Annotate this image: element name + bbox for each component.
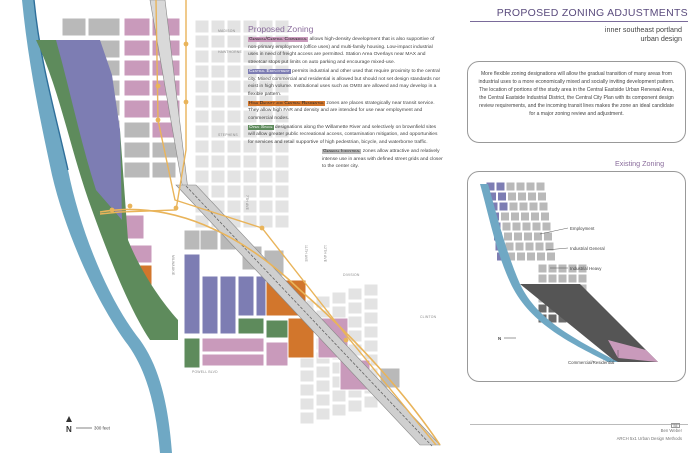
city-block: [211, 35, 225, 48]
city-block: [259, 185, 273, 198]
existing-block: [548, 264, 557, 273]
zone-tag: Open Space: [249, 124, 273, 130]
city-block: [332, 390, 346, 402]
city-block: [332, 306, 346, 318]
city-block: [227, 65, 241, 78]
city-block: [364, 326, 378, 338]
city-block: [195, 110, 209, 123]
city-block: [364, 284, 378, 296]
street-division: DIVISION: [343, 273, 360, 277]
existing-block: [518, 192, 527, 201]
city-block: [316, 408, 330, 420]
zone-block-commercial: [124, 40, 150, 56]
scale-bar: [66, 414, 166, 436]
station-marker: [344, 338, 349, 343]
existing-block: [527, 252, 536, 261]
label-commercial-residential: Commercial/Residential: [568, 360, 615, 365]
city-block: [211, 170, 225, 183]
zone-text: allows high-density development that is also supportive of non-primary employment (office uses) and multi-family housing. Low-impact industrial uses in need of freight access are permitted. Station Area Overlays near MAX and streetcar stops put limits on auto parking and encourage mixed-use.: [248, 37, 435, 66]
existing-block: [536, 182, 545, 191]
zone-description: [248, 124, 444, 147]
city-block: [195, 50, 209, 63]
existing-block: [526, 182, 535, 191]
city-block: [227, 170, 241, 183]
city-block: [195, 170, 209, 183]
zone-text: zones are places strategically near transit service. They allow high FAR and density and are intended for use near employment and commercial nodes.: [248, 100, 435, 122]
existing-block: [538, 274, 547, 283]
author: Ben Weber: [660, 428, 682, 433]
city-block: [300, 370, 314, 382]
existing-zoning-map-box: [467, 171, 686, 382]
zone-text: designations along the Willamette River and selectively on brownfield sites will allow greater public recreational access, contamination mitigation, and opportunities for services and retail supportive of high pedestrian, bicycle, and waterborne traffic.: [248, 124, 438, 146]
existing-block: [547, 252, 556, 261]
existing-block: [558, 264, 567, 273]
existing-block: [539, 202, 548, 211]
existing-block: [528, 192, 537, 201]
station-marker: [156, 118, 161, 123]
station-marker: [156, 84, 161, 89]
zone-block-commercial: [124, 100, 150, 118]
existing-block: [529, 202, 538, 211]
city-block: [300, 384, 314, 396]
existing-block: [496, 182, 505, 191]
zone-block-open_space: [184, 338, 200, 368]
city-block: [316, 380, 330, 392]
city-block: [227, 155, 241, 168]
proposed-zoning-heading: Proposed Zoning: [248, 24, 314, 34]
city-block: [227, 185, 241, 198]
intro-text-box: [467, 61, 686, 143]
existing-block: [498, 192, 507, 201]
street-madison: MADISON: [218, 29, 236, 33]
scale-label: 300 feet: [94, 425, 110, 431]
city-block: [195, 95, 209, 108]
existing-block: [538, 192, 547, 201]
existing-block: [535, 242, 544, 251]
city-block: [275, 200, 289, 213]
station-marker: [128, 204, 133, 209]
existing-block: [524, 232, 533, 241]
existing-block: [509, 202, 518, 211]
city-block: [195, 125, 209, 138]
zone-block-commercial: [124, 18, 150, 36]
zone-block-industrial: [62, 18, 86, 36]
city-block: [195, 65, 209, 78]
city-block: [332, 292, 346, 304]
zone-block-open_space: [238, 318, 264, 334]
existing-block: [504, 232, 513, 241]
station-marker: [184, 42, 189, 47]
zone-block-employment: [202, 276, 218, 334]
existing-block: [542, 222, 551, 231]
city-block: [316, 394, 330, 406]
city-block: [364, 298, 378, 310]
zone-block-commercial: [202, 354, 264, 366]
zone-block-industrial: [124, 142, 150, 158]
existing-block: [548, 274, 557, 283]
city-block: [300, 412, 314, 424]
zone-tag: High Density and Central Residential: [249, 100, 325, 106]
zone-block-industrial: [124, 122, 150, 138]
street-11th: 11TH AVE: [304, 245, 308, 262]
existing-block: [519, 202, 528, 211]
city-block: [364, 312, 378, 324]
existing-block: [506, 182, 515, 191]
city-block: [316, 366, 330, 378]
city-block: [259, 200, 273, 213]
city-block: [195, 20, 209, 33]
zone-block-employment: [220, 276, 236, 334]
city-block: [348, 316, 362, 328]
zone-description: [248, 100, 444, 123]
zone-block-industrial: [200, 230, 218, 250]
existing-block: [521, 212, 530, 221]
existing-block: [508, 192, 517, 201]
existing-block: [568, 274, 577, 283]
page-title: PROPOSED ZONING ADJUSTMENTS: [496, 7, 688, 19]
zone-block-commercial: [202, 338, 264, 352]
city-block: [227, 80, 241, 93]
existing-block: [541, 212, 550, 221]
existing-block: [525, 242, 534, 251]
zone-description: [248, 68, 444, 99]
course: ARCH 5x1 Urban Design Methods: [616, 436, 682, 441]
existing-block: [512, 222, 521, 231]
intro-text: More flexible zoning designations will allow the gradual transition of many areas from industrial uses to a more economically mixed and socially inviting development pattern. The location of portions of the study area in the Central Eastside Urban Renewal Area, the Central Eastside Industrial District, the Central City Plan with its component design review requirements, and the incoming transit lines makes the zone an ideal candidate for a major zoning review and adjustment.: [478, 71, 675, 117]
label-employment: Employment: [570, 226, 595, 231]
city-block: [211, 80, 225, 93]
existing-block: [532, 222, 541, 231]
city-block: [211, 65, 225, 78]
zone-block-industrial: [124, 162, 150, 178]
existing-north-label: N: [498, 336, 502, 341]
city-block: [227, 140, 241, 153]
existing-block: [517, 252, 526, 261]
title-rule: [470, 21, 688, 22]
city-block: [195, 140, 209, 153]
zone-block-commercial: [124, 60, 150, 76]
city-block: [275, 215, 289, 228]
city-block: [211, 155, 225, 168]
city-block: [348, 288, 362, 300]
city-block: [211, 140, 225, 153]
footer-rule: [470, 424, 688, 425]
page-number: B5: [671, 423, 680, 428]
street-powell: POWELL BLVD: [192, 370, 218, 374]
street-clinton: CLINTON: [420, 315, 437, 319]
zone-block-employment: [238, 276, 254, 316]
city-block: [211, 185, 225, 198]
existing-block: [501, 212, 510, 221]
north-arrow-icon: [66, 416, 72, 422]
zone-description: [248, 36, 444, 67]
existing-block: [537, 252, 546, 261]
zone-tag: General Industrial: [323, 148, 361, 154]
city-block: [211, 110, 225, 123]
zone-block-commercial: [124, 80, 150, 96]
label-industrial-general: Industrial General: [570, 246, 605, 251]
existing-block: [558, 274, 567, 283]
zone-block-open_space: [266, 320, 288, 338]
street-stephens: STEPHENS: [218, 133, 238, 137]
page-subtitle: [572, 25, 682, 43]
city-block: [195, 155, 209, 168]
zone-text: permits industrial and other used that require proximity to the central city. Mixed commercial and residential is allowed but should not set design standards nor exist in high volume. Institutional uses such as OMSI are allowed and may develop in a flexible pattern.: [248, 68, 441, 97]
existing-block: [544, 232, 553, 241]
existing-block: [515, 242, 524, 251]
city-block: [332, 404, 346, 416]
zone-descriptions: [248, 36, 444, 171]
existing-block: [516, 182, 525, 191]
proposed-zoning-legend: [248, 24, 444, 172]
city-block: [227, 200, 241, 213]
station-marker: [110, 208, 115, 213]
city-block: [364, 340, 378, 352]
city-block: [300, 398, 314, 410]
existing-block: [511, 212, 520, 221]
city-block: [227, 35, 241, 48]
zone-block-employment: [184, 254, 200, 334]
city-block: [211, 95, 225, 108]
zone-text: zones allow attractive and relatively intense use in areas with defined street grids and closer to the center city.: [322, 148, 443, 170]
street-milwaukie: MILWAUKIE: [171, 255, 175, 276]
existing-block: [534, 232, 543, 241]
city-block: [227, 110, 241, 123]
station-marker: [174, 206, 179, 211]
existing-block: [502, 222, 511, 231]
station-marker: [260, 226, 265, 231]
city-block: [348, 302, 362, 314]
existing-block: [499, 202, 508, 211]
subtitle-line-1: inner southeast portland: [604, 25, 682, 34]
existing-block: [514, 232, 523, 241]
city-block: [195, 35, 209, 48]
zone-block-industrial: [88, 18, 120, 36]
zone-block-industrial: [184, 230, 200, 250]
zone-description: [248, 148, 444, 171]
zone-tag: Central Employment: [249, 68, 290, 74]
street-7th: 7TH AVE: [245, 195, 249, 211]
city-block: [227, 95, 241, 108]
street-hawthorne: HAWTHORNE: [218, 50, 242, 54]
station-marker: [184, 100, 189, 105]
existing-zoning-map: [468, 172, 685, 381]
existing-block: [531, 212, 540, 221]
zone-block-industrial: [152, 162, 176, 178]
existing-north-arrow: [498, 336, 516, 341]
label-industrial-heavy: Industrial Heavy: [570, 266, 602, 271]
street-12th: 12TH AVE: [323, 245, 327, 263]
city-block: [195, 80, 209, 93]
north-arrow-label: N: [66, 425, 72, 434]
existing-zoning-heading: Existing Zoning: [615, 159, 665, 168]
subtitle-line-2: urban design: [640, 34, 682, 43]
existing-block: [578, 274, 587, 283]
city-block: [348, 400, 362, 412]
zone-block-commercial: [266, 342, 288, 366]
existing-block: [522, 222, 531, 231]
existing-block: [538, 264, 547, 273]
zone-tag: General/Central Commercial: [249, 37, 308, 42]
city-block: [275, 185, 289, 198]
